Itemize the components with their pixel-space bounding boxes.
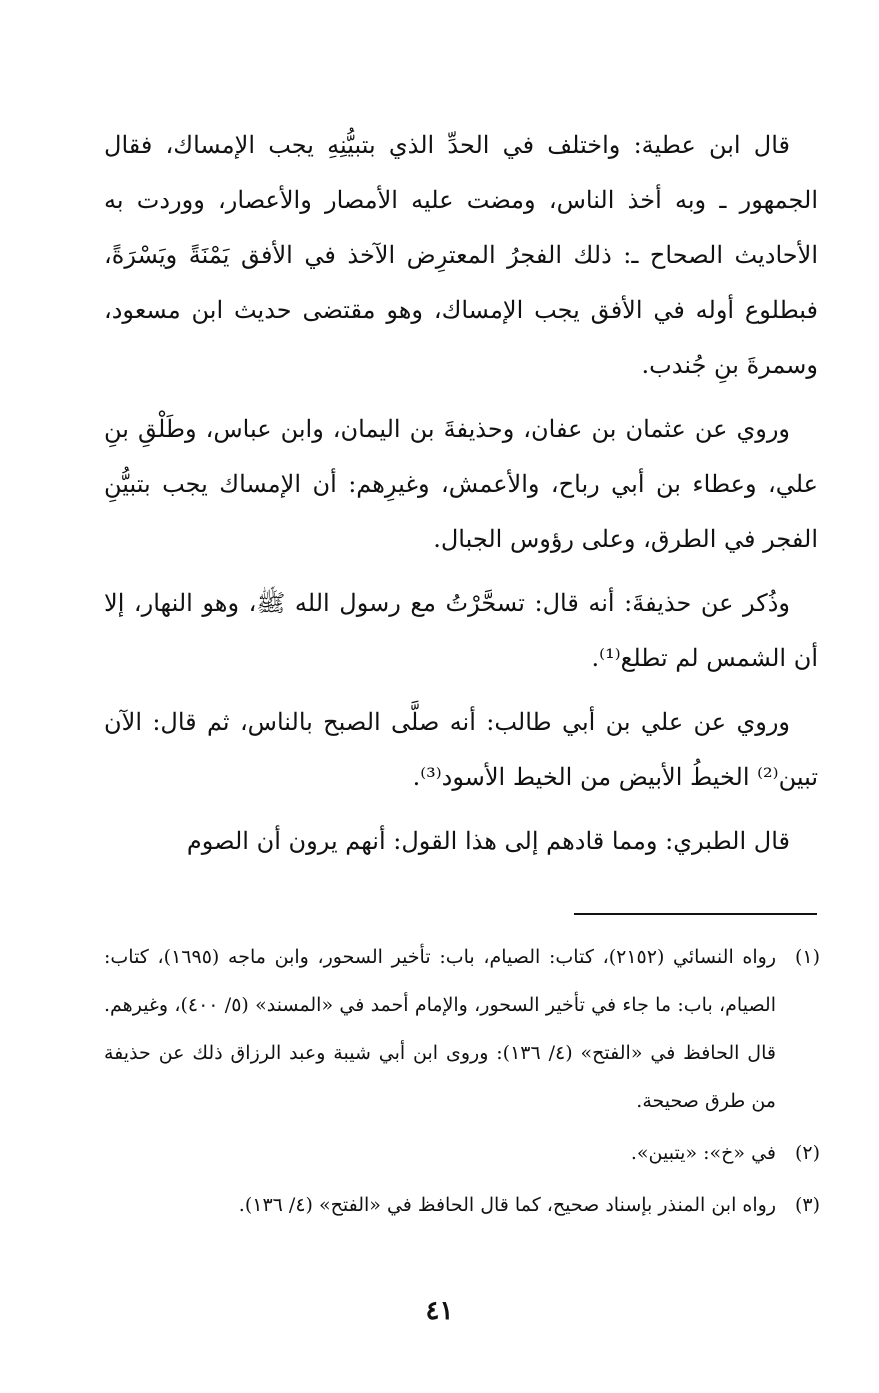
- page-number: ٤١: [425, 1296, 454, 1326]
- paragraph-ali-narration: وروي عن علي بن أبي طالب: أنه صلَّى الصبح بالناس، ثم قال: الآن تبين⁽²⁾ الخيطُ الأبيض من الخيط الأسود⁽³⁾.: [104, 708, 818, 791]
- footnote-2: [104, 1129, 820, 1177]
- footnote-3: [104, 1181, 820, 1229]
- paragraph-ibn-atiyya: قال ابن عطية: واختلف في الحدِّ الذي بتبيُّنِهِ يجب الإمساك، فقال الجمهور ـ وبه أخذ الناس، ومضت عليه الأمصار والأعصار، ووردت به الأحاديث الصحاح ـ: ذلك الفجرُ المعترِض الآخذ في الأفق يَمْنَةً ويَسْرَةً، فبطلوع أوله في الأفق يجب الإمساك، وهو مقتضى حديث ابن مسعود، وسمرةَ بنِ جُندب.: [104, 131, 818, 379]
- paragraph-tabari: قال الطبري: ومما قادهم إلى هذا القول: أنهم يرون أن الصوم: [186, 827, 790, 855]
- footnote-number: (٢): [794, 1142, 820, 1164]
- footnote-number: (١): [794, 946, 820, 968]
- footnote-divider: [574, 913, 817, 915]
- footnotes-section: [104, 933, 820, 1233]
- main-text-body: [104, 118, 818, 878]
- paragraph-uthman-narration: وروي عن عثمان بن عفان، وحذيفةَ بن اليمان، وابن عباس، وطَلْقِ بنِ علي، وعطاء بن أبي رباح، والأعمش، وغيرِهم: أن الإمساك يجب بتبيُّنِ الفجر في الطرق، وعلى رؤوس الجبال.: [104, 415, 818, 553]
- footnote-number: (٣): [794, 1194, 820, 1216]
- footnote-1: [104, 933, 820, 1125]
- footnote-text: رواه ابن المنذر بإسناد صحيح، كما قال الحافظ في «الفتح» (٤/ ١٣٦).: [238, 1194, 776, 1216]
- footnote-text: في «خ»: «يتبين».: [630, 1142, 776, 1164]
- paragraph-hudhayfa-narration: وذُكر عن حذيفةَ: أنه قال: تسحَّرْتُ مع رسول الله ﷺ، وهو النهار، إلا أن الشمس لم تطلع⁽¹⁾.: [104, 589, 818, 672]
- footnote-text: رواه النسائي (٢١٥٢)، كتاب: الصيام، باب: تأخير السحور، وابن ماجه (١٦٩٥)، كتاب: الصيام، باب: ما جاء في تأخير السحور، والإمام أحمد في «المسند» (٥/ ٤٠٠)، وغيرهم. قال الحافظ في «الفتح» (٤/ ١٣٦): وروى ابن أبي شيبة وعبد الرزاق ذلك عن حذيفة من طرق صحيحة.: [104, 946, 776, 1112]
